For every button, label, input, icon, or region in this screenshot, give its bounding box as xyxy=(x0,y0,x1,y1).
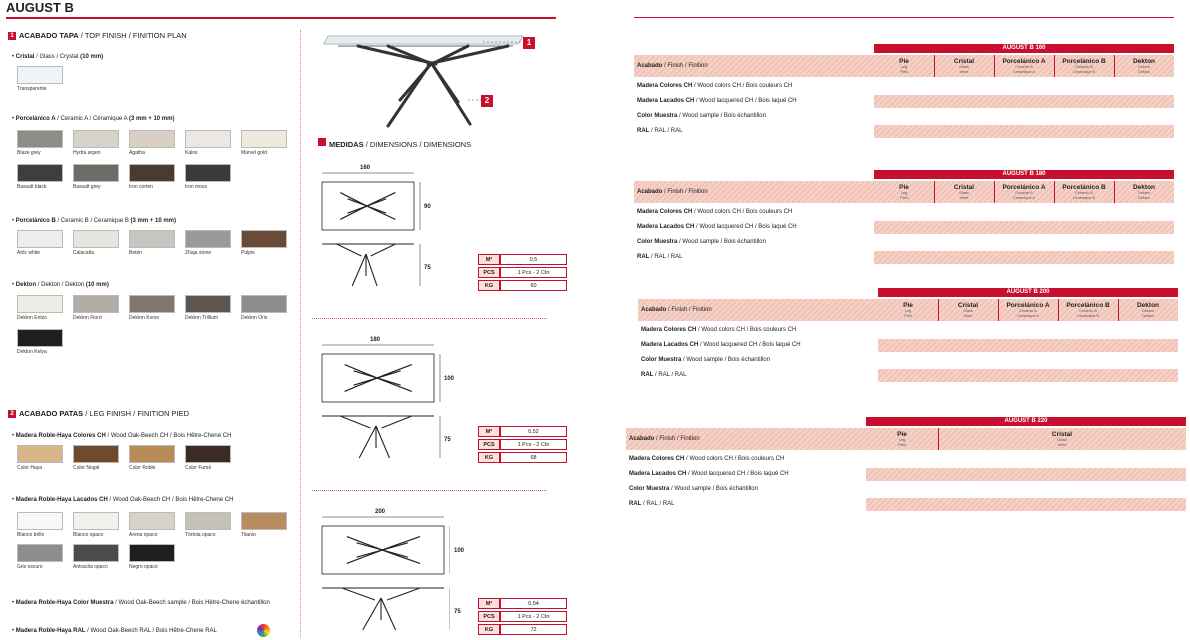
top-finish-heading: 1 ACABADO TAPA / TOP FINISH / FINITION PLAN xyxy=(8,31,187,40)
row-hatch xyxy=(874,95,1174,108)
swatch xyxy=(73,512,119,530)
column-header: Dekton Dekton Dekton xyxy=(1136,302,1160,318)
wood-colors-label: • Madera Roble-Haya Colores CH / Wood Oak-Beech CH / Bois Hêtre-Chene CH xyxy=(12,433,232,439)
column-divider xyxy=(300,30,301,638)
finish-row xyxy=(634,251,1174,264)
swatch-name: Bassalt black xyxy=(17,184,47,190)
finish-row-label: Color Muestra / Wood sample / Bois échantillon xyxy=(641,357,770,363)
swatch-name: Marvel gold xyxy=(241,150,267,156)
swatch xyxy=(241,512,287,530)
swatch-name: Color Haya xyxy=(17,465,43,471)
section-number-2: 2 xyxy=(8,410,16,418)
swatch xyxy=(185,230,231,248)
spec-label: M² xyxy=(478,254,500,265)
dimensions-heading: MEDIDAS / DIMENSIONS / DIMENSIONS xyxy=(318,138,471,149)
swatch-name: Negro opaco xyxy=(129,564,158,570)
swatch xyxy=(129,130,175,148)
column-header: Porcelánico B Ceramic B Ceramique B xyxy=(1062,58,1106,74)
swatch xyxy=(17,329,63,347)
spec-label: KG xyxy=(478,452,500,463)
spec-label: PCS xyxy=(478,439,500,450)
swatch xyxy=(129,164,175,182)
finish-row-label: RAL / RAL / RAL xyxy=(637,128,683,134)
swatch xyxy=(129,230,175,248)
price-table-title: AUGUST B 200 xyxy=(878,288,1178,297)
dimension-depth: 90 xyxy=(424,204,431,210)
swatch xyxy=(129,445,175,463)
spec-label: M² xyxy=(478,598,500,609)
price-table-header-row xyxy=(638,299,1178,321)
column-header: Porcelánico B Ceramic B Ceramique B xyxy=(1062,184,1106,200)
row-hatch xyxy=(874,221,1174,234)
spec-value: 1 Pcs - 2 Ctn xyxy=(500,439,567,450)
dimension-width: 200 xyxy=(375,509,386,515)
finish-row xyxy=(634,125,1174,138)
swatch xyxy=(185,512,231,530)
swatch-name: Blaze grey xyxy=(17,150,41,156)
swatch-name: Hydra argen xyxy=(73,150,101,156)
swatch-name: Iron moss xyxy=(185,184,207,190)
finish-row xyxy=(634,206,1174,219)
swatch xyxy=(73,164,119,182)
price-table-title: AUGUST B 220 xyxy=(866,417,1186,426)
swatch-name: Dekton Entzo xyxy=(17,315,48,321)
finish-header-label: Acabado / Finish / Finition xyxy=(641,307,712,313)
swatch-name: Dekton Trillium xyxy=(185,315,219,321)
finish-row-label: Madera Lacados CH / Wood lacquered CH / Bois laqué CH xyxy=(637,98,797,104)
swatch-name: Titanio xyxy=(241,532,256,538)
finish-row xyxy=(626,453,1186,466)
column-separator xyxy=(998,299,999,321)
finish-row-label: Color Muestra / Wood sample / Bois échantillon xyxy=(637,239,766,245)
spec-table xyxy=(478,252,567,293)
finish-row xyxy=(638,369,1178,382)
column-separator xyxy=(938,428,939,450)
swatch-name: Color Roble xyxy=(129,465,156,471)
swatch-name: Dekton Orix xyxy=(241,315,268,321)
swatch xyxy=(241,295,287,313)
swatch xyxy=(17,66,63,84)
dimension-height: 75 xyxy=(424,265,431,271)
finish-row-label: Madera Lacados CH / Wood lacquered CH / Bois laqué CH xyxy=(637,224,797,230)
dimension-height: 75 xyxy=(454,609,461,615)
finish-row xyxy=(626,468,1186,481)
callout-2: 2 xyxy=(481,95,493,107)
swatch xyxy=(185,164,231,182)
swatch xyxy=(241,130,287,148)
table-illustration xyxy=(318,30,533,130)
swatch-name: Dekton Fiord xyxy=(73,315,102,321)
row-hatch-right xyxy=(1116,468,1186,481)
swatch xyxy=(73,544,119,562)
column-header: Pie Leg Pied xyxy=(899,58,909,74)
callout-1: 1 xyxy=(523,37,535,49)
column-separator xyxy=(934,181,935,203)
column-header: Cristal Glass Verre xyxy=(1051,431,1073,447)
finish-header-label: Acabado / Finish / Finition xyxy=(629,436,700,442)
column-header: Pie Leg Pied xyxy=(899,184,909,200)
section-number-1: 1 xyxy=(8,32,16,40)
ceramic-b-label: • Porcelánico B / Ceramic B / Ceramique B (3 mm + 10 mm) xyxy=(12,218,177,224)
finish-row xyxy=(626,498,1186,511)
row-hatch xyxy=(874,251,1174,264)
swatch-name: Calacatta xyxy=(73,250,95,256)
column-separator xyxy=(1114,181,1115,203)
swatch-name: Kalos xyxy=(185,150,198,156)
row-hatch xyxy=(878,369,1178,382)
swatch-name: Iron corten xyxy=(129,184,153,190)
title-underline xyxy=(6,17,556,19)
spec-value: 0,54 xyxy=(500,598,567,609)
section-divider xyxy=(312,490,547,491)
column-header: Dekton Dekton Dekton xyxy=(1132,58,1156,74)
swatch-name: Betón xyxy=(129,250,143,256)
spec-value: 60 xyxy=(500,280,567,291)
swatch xyxy=(241,230,287,248)
swatch xyxy=(17,130,63,148)
column-header: Cristal Glass Verre xyxy=(953,184,975,200)
swatch xyxy=(17,445,63,463)
table-top-and-side-drawing xyxy=(320,340,450,460)
swatch-name: Bassalt grey xyxy=(73,184,101,190)
spec-value: 68 xyxy=(500,452,567,463)
section-divider xyxy=(312,318,547,319)
swatch-name: Zhaja stone xyxy=(185,250,212,256)
swatch-name: Gris oscuro xyxy=(17,564,43,570)
finish-row xyxy=(634,95,1174,108)
finish-row-label: RAL / RAL / RAL xyxy=(637,254,683,260)
column-separator xyxy=(994,55,995,77)
finish-header-label: Acabado / Finish / Finition xyxy=(637,189,708,195)
swatch xyxy=(17,512,63,530)
swatch-name: Artic white xyxy=(17,250,41,256)
finish-row xyxy=(638,324,1178,337)
column-header: Cristal Glass Verre xyxy=(957,302,979,318)
spec-label: KG xyxy=(478,624,500,635)
table-top-and-side-drawing xyxy=(320,512,450,632)
finish-row-label: Color Muestra / Wood sample / Bois échantillon xyxy=(629,486,758,492)
spec-value: 1 Pcs - 2 Ctn xyxy=(500,611,567,622)
swatch xyxy=(17,544,63,562)
right-top-rule xyxy=(634,17,1174,18)
finish-row-label: Madera Colores CH / Wood colors CH / Bois couleurs CH xyxy=(637,209,793,215)
column-separator xyxy=(938,299,939,321)
cristal-label: • Cristal / Glass / Crystal (10 mm) xyxy=(12,54,104,60)
price-table-title: AUGUST B 160 xyxy=(874,44,1174,53)
finish-row-label: Madera Lacados CH / Wood lacquered CH / Bois laqué CH xyxy=(641,342,801,348)
swatch-name: Dekton Korso xyxy=(129,315,160,321)
column-separator xyxy=(1054,181,1055,203)
ral-color-wheel-icon xyxy=(257,624,270,637)
spec-value: 1 Pcs - 2 Ctn xyxy=(500,267,567,278)
spec-label: PCS xyxy=(478,267,500,278)
ceramic-a-label: • Porcelánico A / Ceramic A / Céramique A (3 mm + 10 mm) xyxy=(12,116,175,122)
column-header: Pie Leg Pied xyxy=(903,302,913,318)
spec-label: M² xyxy=(478,426,500,437)
finish-row-label: RAL / RAL / RAL xyxy=(641,372,687,378)
spec-table xyxy=(478,424,567,465)
column-header: Porcelánico A Ceramic A Ceramique A xyxy=(1002,58,1046,74)
dimension-height: 75 xyxy=(444,437,451,443)
column-separator xyxy=(1118,299,1119,321)
leg-finish-heading: 2 ACABADO PATAS / LEG FINISH / FINITION PIED xyxy=(8,409,189,418)
finish-row-label: Color Muestra / Wood sample / Bois échantillon xyxy=(637,113,766,119)
dimension-depth: 100 xyxy=(444,376,455,382)
price-table-header-row xyxy=(634,181,1174,203)
column-header: Porcelánico B Ceramic B Ceramique B xyxy=(1066,302,1110,318)
swatch xyxy=(129,544,175,562)
finish-row xyxy=(638,339,1178,352)
dimension-width: 180 xyxy=(370,337,381,343)
finish-row xyxy=(634,80,1174,93)
price-table-header-row xyxy=(634,55,1174,77)
price-table-title: AUGUST B 180 xyxy=(874,170,1174,179)
row-hatch xyxy=(874,125,1174,138)
dimension-width: 160 xyxy=(360,165,371,171)
swatch-name: Transparente xyxy=(17,86,47,92)
finish-row xyxy=(626,483,1186,496)
swatch-name: Antracita opaco xyxy=(73,564,108,570)
swatch xyxy=(73,130,119,148)
wood-lacquered-label: • Madera Roble-Haya Lacados CH / Wood Oak-Beech CH / Bois Hêtre-Chene CH xyxy=(12,497,234,503)
column-separator xyxy=(1114,55,1115,77)
swatch xyxy=(17,295,63,313)
swatch xyxy=(129,295,175,313)
column-header: Pie Leg Pied xyxy=(897,431,907,447)
spec-label: PCS xyxy=(478,611,500,622)
swatch xyxy=(129,512,175,530)
column-separator xyxy=(1058,299,1059,321)
swatch xyxy=(73,295,119,313)
swatch xyxy=(185,445,231,463)
finish-row-label: Madera Colores CH / Wood colors CH / Bois couleurs CH xyxy=(629,456,785,462)
spec-value: 0,52 xyxy=(500,426,567,437)
row-hatch xyxy=(878,339,1178,352)
price-table-header-row xyxy=(626,428,1186,450)
finish-row-label: Madera Colores CH / Wood colors CH / Bois couleurs CH xyxy=(641,327,797,333)
spec-value: 0,5 xyxy=(500,254,567,265)
swatch xyxy=(185,130,231,148)
swatch-name: Pulpis xyxy=(241,250,255,256)
swatch-name: Blanco brillo xyxy=(17,532,45,538)
swatch-name: Arena opaco xyxy=(129,532,158,538)
column-header: Cristal Glass Verre xyxy=(953,58,975,74)
spec-table xyxy=(478,596,567,637)
swatch xyxy=(73,445,119,463)
swatch xyxy=(17,164,63,182)
finish-header-label: Acabado / Finish / Finition xyxy=(637,63,708,69)
swatch-name: Color Fumé xyxy=(185,465,212,471)
swatch-name: Tórtola opaco xyxy=(185,532,216,538)
swatch-name: Dekton Kelya xyxy=(17,349,47,355)
spec-label: KG xyxy=(478,280,500,291)
finish-row xyxy=(634,221,1174,234)
swatch xyxy=(73,230,119,248)
finish-row xyxy=(634,236,1174,249)
swatch xyxy=(185,295,231,313)
column-header: Porcelánico A Ceramic A Ceramique A xyxy=(1002,184,1046,200)
finish-row-label: Madera Colores CH / Wood colors CH / Bois couleurs CH xyxy=(637,83,793,89)
column-header: Dekton Dekton Dekton xyxy=(1132,184,1156,200)
swatch-name: Blanco opaco xyxy=(73,532,104,538)
finish-row xyxy=(638,354,1178,367)
wood-sample-label: • Madera Roble-Haya Color Muestra / Wood Oak-Beech sample / Bois Hêtre-Chene échantillon xyxy=(12,600,270,606)
row-hatch-right xyxy=(1116,498,1186,511)
column-header: Porcelánico A Ceramic A Ceramique A xyxy=(1006,302,1050,318)
dimension-depth: 100 xyxy=(454,548,465,554)
column-separator xyxy=(994,181,995,203)
swatch-name: Agatha xyxy=(129,150,145,156)
finish-row xyxy=(634,110,1174,123)
spec-value: 72 xyxy=(500,624,567,635)
dekton-label: • Dekton / Dekton / Dekton (10 mm) xyxy=(12,282,109,288)
column-separator xyxy=(934,55,935,77)
page-title: AUGUST B xyxy=(6,0,74,15)
swatch xyxy=(17,230,63,248)
finish-row-label: RAL / RAL / RAL xyxy=(629,501,675,507)
column-separator xyxy=(1054,55,1055,77)
wood-ral-label: • Madera Roble-Haya RAL / Wood Oak-Beech RAL / Bois Hêtre-Chene RAL xyxy=(12,628,217,634)
dimensions-marker xyxy=(318,138,326,146)
finish-row-label: Madera Lacados CH / Wood lacquered CH / Bois laqué CH xyxy=(629,471,789,477)
swatch-name: Color Nogal xyxy=(73,465,100,471)
